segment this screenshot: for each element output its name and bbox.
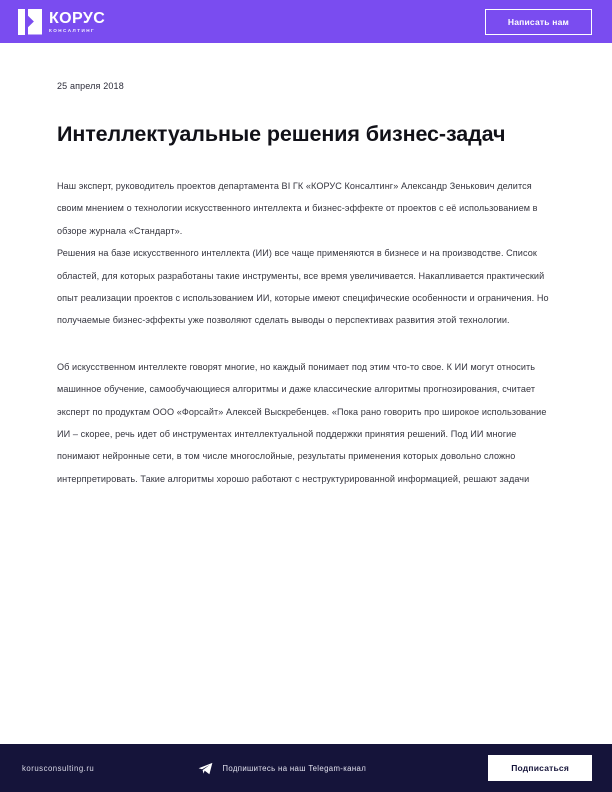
footer-site-url[interactable]: korusconsulting.ru [22,763,95,773]
site-footer [0,744,612,792]
logo-bar-shape [18,9,25,35]
logo-wedge-shape [28,9,42,35]
article-paragraph: Наш эксперт, руководитель проектов департамента BI ГК «КОРУС Консалтинг» Александр Зенькович делится своим мнением о технологии искусственного интеллекта и бизнес-эффекте от проектов с её использованием в обзоре журнала «Стандарт». [57,181,538,236]
brand-name: КОРУС [49,9,106,27]
brand-logo[interactable] [18,9,105,35]
footer-telegram-text: Подпишитесь на наш Telegam-канал [222,763,367,773]
article-paragraph: Решения на базе искусственного интеллекта (ИИ) все чаще применяются в бизнесе и на производстве. Список областей, для которых разработаны такие инструменты, все время увеличивается. Накапливается практический опыт реализации проектов с использованием ИИ, которые имеют специфические особенности и ограничения. Но получаемые бизнес-эффекты уже позволяют сделать выводы о перспективах развития этой технологии. [57,248,549,326]
brand-subtitle: КОНСАЛТИНГ [49,27,96,33]
contact-us-button[interactable]: Написать нам [485,9,592,35]
telegram-paper-plane-icon [198,762,213,775]
site-header [0,0,612,43]
brand-text-block [49,10,105,34]
article-date: 25 апреля 2018 [57,81,124,91]
footer-telegram-block[interactable] [94,762,488,775]
page-title: Интеллектуальные решения бизнес-задач [57,122,506,146]
article-paragraph: Об искусственном интеллекте говорят многие, но каждый понимает под этим что-то свое. К ИИ могут относить машинное обучение, самообучающиеся алгоритмы и даже классические алгоритмы прогнозирования, считает эксперт по продуктам ООО «Форсайт» Алексей Выскребенцев. «Пока рано говорить про широкое использование ИИ – скорее, речь идет об инструментах интеллектуальной поддержки принятия решений. Под ИИ многие понимают нейронные сети, в том числе многослойные, результаты применения которых довольно сложно интерпретировать. Такие алгоритмы хорошо работают с неструктурированной информацией, решают задачи [57,361,547,484]
article-content [0,43,612,744]
subscribe-button[interactable]: Подписаться [488,755,592,781]
korus-k-mark-icon [18,9,42,35]
